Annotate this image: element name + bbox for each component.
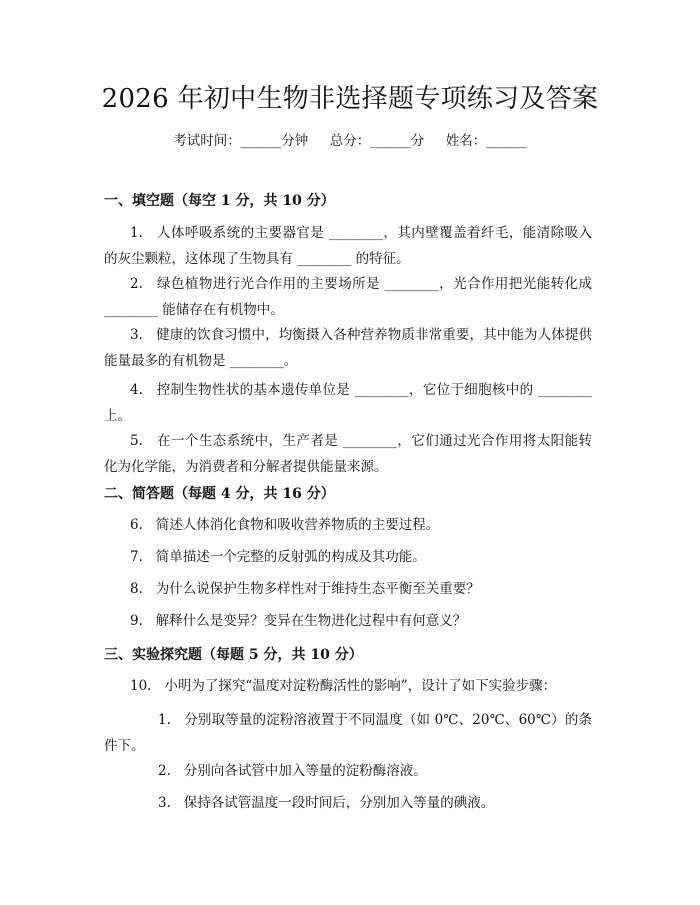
experiment-step-2: 2. 分别向各试管中加入等量的淀粉酶溶液。 — [158, 763, 427, 779]
exam-info-line: 考试时间：______分钟 总分：______分 姓名：______ — [173, 133, 527, 149]
question-5: 5. 在一个生态系统中，生产者是 ________，它们通过光合作用将太阳能转化为化学能，为消费者和分解者提供能量来源。 — [104, 433, 592, 475]
question-8: 8. 为什么说保护生物多样性对于维持生态平衡至关重要？ — [130, 581, 480, 597]
question-1: 1. 人体呼吸系统的主要器官是 ________，其内壁覆盖着纤毛，能清除吸入的灰尘颗粒，这体现了生物具有 ________ 的特征。 — [104, 225, 592, 267]
question-2: 2. 绿色植物进行光合作用的主要场所是 ________，光合作用把光能转化成 ________ 能储存在有机物中。 — [104, 276, 597, 318]
experiment-step-1: 1. 分别取等量的淀粉溶液置于不同温度（如 0℃、20℃、60℃）的条件下。 — [104, 712, 592, 754]
question-4: 4. 控制生物性状的基本遗传单位是 ________，它位于细胞核中的 ________ 上。 — [104, 382, 597, 424]
section-heading-short-answer: 二、简答题（每题 4 分，共 16 分） — [104, 486, 335, 502]
question-9: 9. 解释什么是变异？变异在生物进化过程中有何意义？ — [130, 613, 467, 629]
question-10: 10. 小明为了探究“温度对淀粉酶活性的影响”，设计了如下实验步骤： — [130, 678, 557, 694]
page-title: 2026 年初中生物非选择题专项练习及答案 — [101, 84, 599, 114]
question-6: 6. 简述人体消化食物和吸收营养物质的主要过程。 — [130, 517, 440, 533]
section-heading-experiment: 三、实验探究题（每题 5 分，共 10 分） — [104, 647, 363, 663]
section-heading-fill-blank: 一、填空题（每空 1 分，共 10 分） — [104, 193, 335, 209]
question-3: 3. 健康的饮食习惯中，均衡摄入各种营养物质非常重要，其中能为人体提供能量最多的有机物是 ________。 — [104, 327, 592, 369]
experiment-step-3: 3. 保持各试管温度一段时间后，分别加入等量的碘液。 — [158, 795, 495, 811]
question-7: 7. 简单描述一个完整的反射弧的构成及其功能。 — [130, 549, 426, 565]
